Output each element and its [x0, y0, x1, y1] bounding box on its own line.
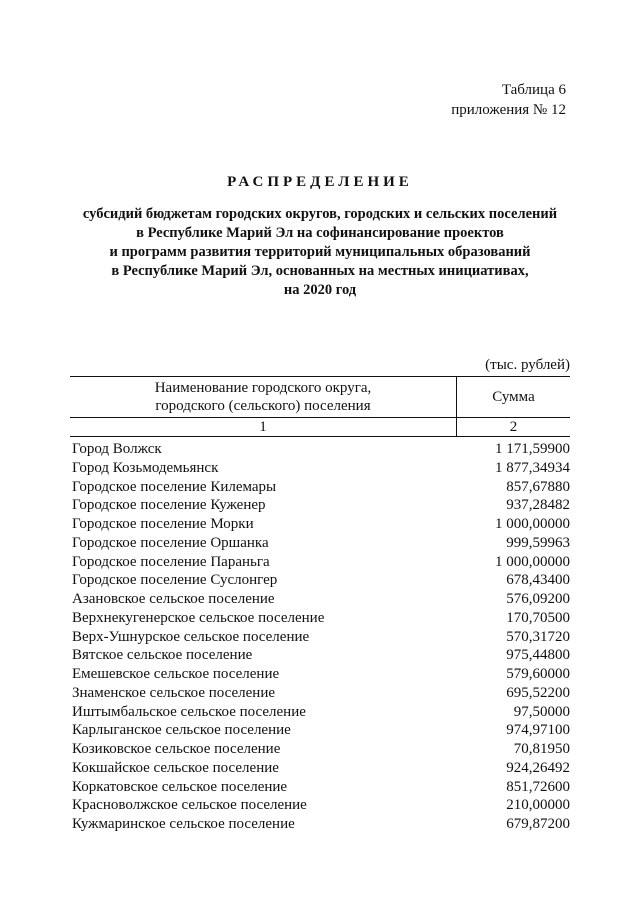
- row-name: Козиковское сельское поселение: [72, 741, 281, 757]
- column-header-name-line: городского (сельского) поселения: [155, 398, 371, 414]
- row-amount: 210,00000: [506, 797, 570, 814]
- table-row: [72, 553, 570, 572]
- row-amount: 999,59963: [506, 534, 570, 551]
- subtitle-line: на 2020 год: [283, 282, 357, 298]
- annex-table-number: Таблица 6: [501, 82, 566, 98]
- row-amount: 97,50000: [513, 703, 570, 720]
- subtitle-line: и программ развития территорий муниципальных образований: [109, 244, 531, 260]
- document-title: РАСПРЕДЕЛЕНИЕ: [227, 174, 413, 190]
- row-name: Азановское сельское поселение: [72, 591, 275, 607]
- table-row: [72, 590, 570, 609]
- row-amount: 974,97100: [506, 722, 570, 739]
- row-amount: 857,67880: [506, 478, 570, 495]
- table-row: [72, 665, 570, 684]
- row-name: Коркатовское сельское поселение: [72, 778, 288, 795]
- column-header-name: [70, 377, 457, 418]
- row-name: Городское поселение Суслонгер: [72, 572, 278, 589]
- units-label: (тыс. рублей): [485, 357, 570, 373]
- row-name: Емешевское сельское поселение: [72, 666, 280, 682]
- row-name: Городское поселение Морки: [72, 516, 254, 532]
- row-amount: 924,26492: [506, 759, 570, 776]
- table-row: [72, 778, 570, 797]
- row-name: Карлыганское сельское поселение: [72, 722, 291, 739]
- table-row: [72, 796, 570, 815]
- column-header-amount: Сумма: [457, 377, 571, 418]
- table-row: [72, 628, 570, 647]
- row-amount: 679,87200: [506, 816, 570, 832]
- table-row: [72, 815, 570, 834]
- row-name: Верх-Ушнурское сельское поселение: [72, 628, 310, 645]
- row-amount: 576,09200: [506, 591, 570, 607]
- table-row: [72, 740, 570, 759]
- row-amount: 1 171,59900: [495, 441, 570, 457]
- row-name: Городское поселение Оршанка: [72, 534, 269, 551]
- row-amount: 695,52200: [506, 684, 570, 701]
- row-name: Иштымбальское сельское поселение: [72, 703, 306, 720]
- table-row: [72, 703, 570, 722]
- table-body: [72, 440, 570, 834]
- row-name: Вятское сельское поселение: [72, 647, 253, 664]
- table-row: [72, 759, 570, 778]
- table-row: [72, 609, 570, 628]
- row-amount: 678,43400: [506, 572, 570, 589]
- annex-appendix-number: приложения № 12: [451, 102, 566, 118]
- table-row: [72, 721, 570, 740]
- table-row: [72, 478, 570, 497]
- row-name: Город Козьмодемьянск: [72, 459, 219, 476]
- row-name: Кужмаринское сельское поселение: [72, 816, 295, 832]
- row-amount: 579,60000: [506, 666, 570, 682]
- row-amount: 170,70500: [506, 609, 570, 626]
- subtitle-line: в Республике Марий Эл на софинансирование проектов: [136, 225, 504, 241]
- table-row: [72, 684, 570, 703]
- row-amount: 851,72600: [506, 778, 570, 795]
- row-name: Красноволжское сельское поселение: [72, 797, 307, 814]
- row-amount: 975,44800: [506, 647, 570, 664]
- row-amount: 570,31720: [506, 628, 570, 645]
- table-row: [72, 440, 570, 459]
- row-amount: 70,81950: [513, 741, 570, 757]
- table-row: [72, 459, 570, 478]
- row-name: Кокшайское сельское поселение: [72, 759, 279, 776]
- row-amount: 1 000,00000: [495, 553, 570, 570]
- row-amount: 1 877,34934: [495, 459, 570, 476]
- table-row: [72, 534, 570, 553]
- table-row: [72, 646, 570, 665]
- row-name: Городское поселение Килемары: [72, 478, 277, 495]
- table-header: [70, 376, 570, 437]
- row-name: Верхнекугенерское сельское поселение: [72, 609, 325, 626]
- row-name: Город Волжск: [72, 441, 162, 457]
- row-amount: 1 000,00000: [495, 516, 570, 532]
- column-number-1: 1: [70, 418, 457, 437]
- row-name: Городское поселение Параньга: [72, 553, 270, 570]
- subtitle-line: в Республике Марий Эл, основанных на местных инициативах,: [111, 263, 529, 279]
- row-name: Городское поселение Куженер: [72, 497, 266, 514]
- table-row: [72, 496, 570, 515]
- subtitle-line: субсидий бюджетам городских округов, городских и сельских поселений: [82, 206, 558, 222]
- row-amount: 937,28482: [506, 497, 570, 514]
- row-name: Знаменское сельское поселение: [72, 684, 276, 701]
- annex-reference: [451, 80, 566, 120]
- table-row: [72, 571, 570, 590]
- table-row: [72, 515, 570, 534]
- column-number-2: 2: [457, 418, 571, 437]
- document-subtitle: [0, 205, 640, 300]
- column-header-name-line: Наименование городского округа,: [154, 380, 372, 396]
